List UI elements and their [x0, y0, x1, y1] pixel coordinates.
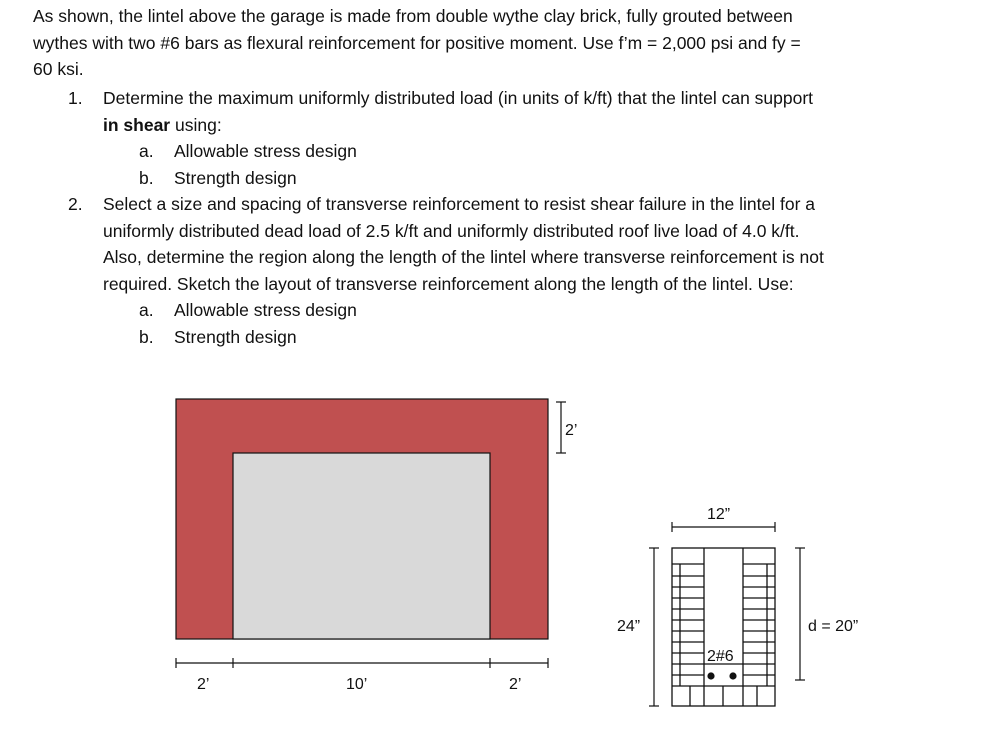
- q1-a-text: Allowable stress design: [174, 141, 357, 161]
- section-width-label: 12”: [707, 506, 731, 523]
- lintel-cross-section: [672, 548, 775, 706]
- section-height-label: 24”: [617, 618, 641, 635]
- dim-left-label: 2’: [197, 676, 210, 693]
- dim-right-label: 2’: [509, 676, 522, 693]
- q2-a-label: a.: [139, 300, 154, 320]
- intro-line: wythes with two #6 bars as flexural reinforcement for positive moment. Use f’m = 2,000 psi and fy =: [33, 32, 801, 53]
- intro-line: As shown, the lintel above the garage is made from double wythe clay brick, fully grouted between: [33, 6, 793, 26]
- question-2-number: 2.: [68, 194, 83, 214]
- q2-a-text: Allowable stress design: [174, 300, 357, 320]
- dim-top-label: 2’: [565, 422, 578, 439]
- intro-line: 60 ksi.: [33, 59, 84, 79]
- effective-depth-dimension: [795, 548, 805, 680]
- span-dimension-line: [176, 658, 548, 668]
- question-1-number: 1.: [68, 88, 83, 108]
- section-depth-label: d = 20”: [808, 618, 859, 635]
- question-2-line: Select a size and spacing of transverse reinforcement to resist shear failure in the lintel for a: [103, 194, 816, 214]
- q2-b-label: b.: [139, 326, 154, 347]
- question-1-line-2-rest: using:: [170, 114, 222, 135]
- question-2-line: uniformly distributed dead load of 2.5 k/ft and uniformly distributed roof live load of 4.0 k/ft.: [103, 220, 800, 241]
- question-2-line: required. Sketch the layout of transverse reinforcement along the length of the lintel. Use:: [103, 273, 794, 294]
- q2-b-text: Strength design: [174, 326, 297, 347]
- emphasis-in-shear: in shear: [103, 114, 171, 135]
- rebar-right: [729, 672, 736, 679]
- garage-opening: [233, 453, 490, 639]
- q1-b-text: Strength design: [174, 167, 297, 188]
- section-width-dimension: [672, 522, 775, 532]
- q1-b-label: b.: [139, 167, 154, 188]
- dim-mid-label: 10’: [346, 676, 368, 693]
- q1-a-label: a.: [139, 141, 154, 161]
- question-2-line: Also, determine the region along the length of the lintel where transverse reinforcement is not: [103, 247, 824, 267]
- bars-label: 2#6: [707, 648, 734, 665]
- garage-elevation: [176, 399, 548, 639]
- rebar-left: [707, 672, 714, 679]
- question-1-line: Determine the maximum uniformly distributed load (in units of k/ft) that the lintel can support: [103, 88, 814, 108]
- section-height-dimension: [649, 548, 659, 706]
